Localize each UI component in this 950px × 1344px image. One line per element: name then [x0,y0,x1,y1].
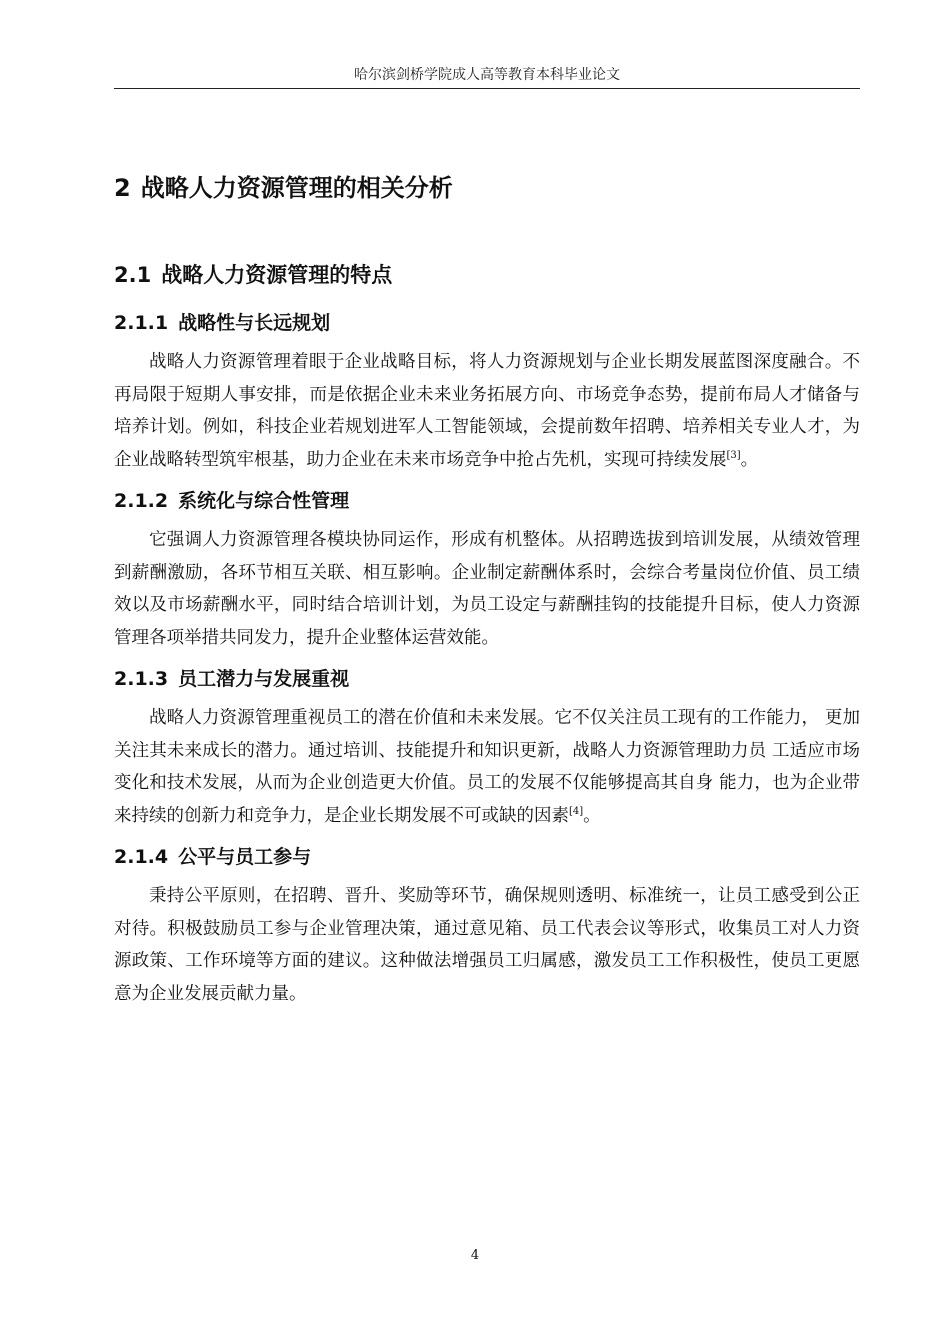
body-paragraph [114,880,860,1010]
subsection-number: 2.1.4 [114,846,169,868]
paragraph-text: 战略人力资源管理重视员工的潜在价值和未来发展。它不仅关注员工现有的工作能力， 更加关注其未来成长的潜力。通过培训、技能提升和知识更新，战略人力资源管理助力员 工适应市场变化和技术发展，从而为企业创造更大价值。员工的发展不仅能够提高其自身 能力，也为企业带来持续的创新力和竞争力，是企业长期发展不可或缺的因素 [114,708,860,826]
subsection-title: 战略性与长远规划 [178,312,331,334]
subsection-heading [114,840,860,874]
subsection-title: 系统化与综合性管理 [178,490,350,512]
running-header: 哈尔滨剑桥学院成人高等教育本科毕业论文 [354,67,620,83]
page-number: 4 [470,1248,480,1263]
chapter-heading [114,168,860,208]
section-heading [114,256,860,294]
paragraph-text: 它强调人力资源管理各模块协同运作，形成有机整体。从招聘选拔到培训发展，从绩效管理到薪酬激励，各环节相互关联、相互影响。企业制定薪酬体系时，会综合考量岗位价值、员工绩效以及市场薪酬水平，同时结合培训计划，为员工设定与薪酬挂钩的技能提升目标，使人力资源管理各项举措共同发力，提升企业整体运营效能。 [114,530,860,648]
subsection-number: 2.1.3 [114,668,169,690]
subsection-number: 2.1.2 [114,490,169,512]
citation: [4] [569,805,584,817]
paragraph-text: 战略人力资源管理着眼于企业战略目标，将人力资源规划与企业长期发展蓝图深度融合。不再局限于短期人事安排，而是依据企业未来业务拓展方向、市场竞争态势，提前布局人才储备与培养计划。例如，科技企业若规划进军人工智能领域，会提前数年招聘、培养相关专业人才，为企业战略转型筑牢根基，助力企业在未来市场竞争中抢占先机，实现可持续发展 [114,352,860,470]
subsection-heading [114,662,860,696]
paragraph-end: 。 [583,805,601,826]
body-paragraph [114,346,860,476]
page-body [114,168,860,1018]
subsection-title: 公平与员工参与 [178,846,312,868]
subsection-title: 员工潜力与发展重视 [178,668,350,690]
section-number: 2.1 [114,263,152,287]
chapter-title: 战略人力资源管理的相关分析 [140,174,453,202]
body-paragraph [114,524,860,654]
body-paragraph [114,702,860,832]
subsection-heading [114,484,860,518]
paragraph-text: 秉持公平原则，在招聘、晋升、奖励等环节，确保规则透明、标准统一，让员工感受到公正对待。积极鼓励员工参与企业管理决策，通过意见箱、员工代表会议等形式，收集员工对人力资源政策、工作环境等方面的建议。这种做法增强员工归属感，激发员工工作积极性，使员工更愿意为企业发展贡献力量。 [114,886,860,1004]
section-title: 战略人力资源管理的特点 [161,263,393,287]
subsection-heading [114,306,860,340]
chapter-number: 2 [114,174,131,202]
paragraph-end: 。 [740,449,759,470]
subsection-number: 2.1.1 [114,312,169,334]
citation: [3] [726,449,741,461]
header-divider [114,88,860,89]
